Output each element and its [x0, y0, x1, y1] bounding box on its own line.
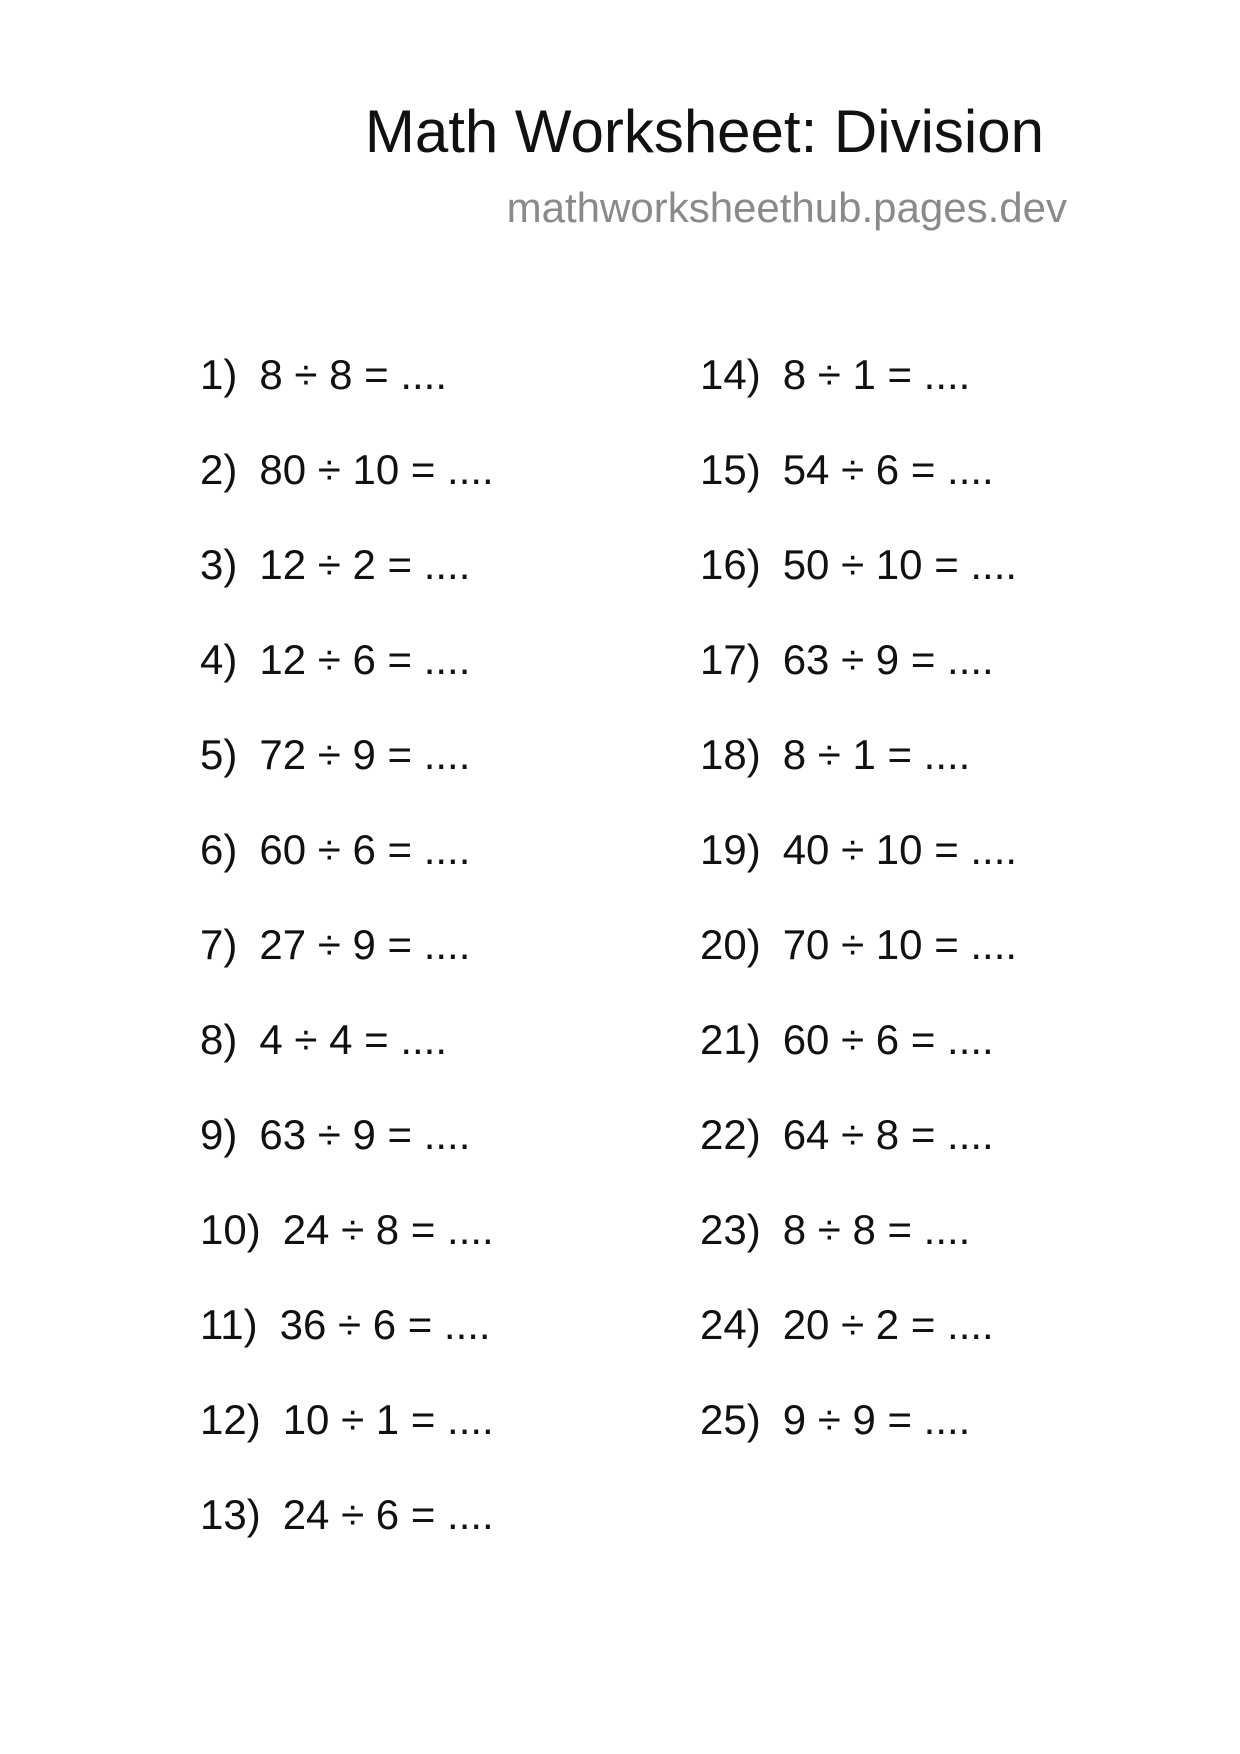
problem-number: 6): [200, 826, 238, 873]
problem-item: [200, 1206, 494, 1301]
problem-number: 1): [200, 351, 238, 398]
problem-number: 24): [700, 1301, 761, 1348]
problem-number: 7): [200, 921, 238, 968]
problem-column-left: [200, 351, 494, 1586]
problem-item: [700, 541, 1017, 636]
problem-number: 23): [700, 1206, 761, 1253]
problem-expression: 72 ÷ 9 = ....: [259, 731, 471, 778]
problem-number: 22): [700, 1111, 761, 1158]
problem-item: [200, 446, 494, 541]
problem-expression: 50 ÷ 10 = ....: [782, 541, 1018, 588]
problem-expression: 60 ÷ 6 = ....: [782, 1016, 994, 1063]
problem-expression: 8 ÷ 1 = ....: [782, 731, 971, 778]
problem-number: 2): [200, 446, 238, 493]
problem-expression: 8 ÷ 8 = ....: [782, 1206, 971, 1253]
problem-expression: 80 ÷ 10 = ....: [259, 446, 494, 493]
problem-expression: 40 ÷ 10 = ....: [782, 826, 1018, 873]
problem-item: [200, 1396, 494, 1491]
problem-expression: 24 ÷ 8 = ....: [282, 1206, 494, 1253]
problem-number: 5): [200, 731, 238, 778]
problem-expression: 12 ÷ 2 = ....: [259, 541, 471, 588]
problem-number: 9): [200, 1111, 238, 1158]
problem-item: [200, 1016, 494, 1111]
problem-number: 21): [700, 1016, 761, 1063]
problem-number: 16): [700, 541, 761, 588]
problem-number: 12): [200, 1396, 261, 1443]
problem-number: 3): [200, 541, 238, 588]
problem-expression: 27 ÷ 9 = ....: [259, 921, 471, 968]
problem-expression: 8 ÷ 8 = ....: [259, 351, 448, 398]
problem-number: 10): [200, 1206, 261, 1253]
page-title: Math Worksheet: Division: [364, 98, 1044, 165]
problem-number: 14): [700, 351, 761, 398]
site-url: mathworksheethub.pages.dev: [506, 184, 1067, 231]
problem-item: [700, 1206, 1017, 1301]
problem-expression: 70 ÷ 10 = ....: [782, 921, 1018, 968]
problem-item: [200, 731, 494, 826]
problem-item: [700, 1111, 1017, 1206]
problem-number: 8): [200, 1016, 238, 1063]
problem-expression: 60 ÷ 6 = ....: [259, 826, 471, 873]
problem-item: [200, 826, 494, 921]
problem-item: [200, 1301, 494, 1396]
problem-number: 18): [700, 731, 761, 778]
problem-expression: 12 ÷ 6 = ....: [259, 636, 471, 683]
problem-number: 15): [700, 446, 761, 493]
problem-expression: 63 ÷ 9 = ....: [782, 636, 994, 683]
problem-expression: 4 ÷ 4 = ....: [259, 1016, 448, 1063]
problem-expression: 24 ÷ 6 = ....: [282, 1491, 494, 1538]
problem-item: [700, 1301, 1017, 1396]
problem-expression: 36 ÷ 6 = ....: [279, 1301, 491, 1348]
problem-item: [700, 921, 1017, 1016]
problem-item: [200, 1491, 494, 1586]
problem-expression: 10 ÷ 1 = ....: [282, 1396, 494, 1443]
problem-column-right: [700, 351, 1017, 1491]
problem-number: 25): [700, 1396, 761, 1443]
problem-number: 19): [700, 826, 761, 873]
problem-expression: 63 ÷ 9 = ....: [259, 1111, 471, 1158]
problem-expression: 20 ÷ 2 = ....: [782, 1301, 994, 1348]
problem-expression: 54 ÷ 6 = ....: [782, 446, 994, 493]
problem-number: 20): [700, 921, 761, 968]
problem-number: 4): [200, 636, 238, 683]
problem-item: [700, 636, 1017, 731]
problem-item: [200, 1111, 494, 1206]
problem-item: [700, 731, 1017, 826]
problem-number: 13): [200, 1491, 261, 1538]
problem-item: [700, 1396, 1017, 1491]
problem-expression: 8 ÷ 1 = ....: [782, 351, 971, 398]
problem-number: 17): [700, 636, 761, 683]
problem-item: [200, 921, 494, 1016]
problem-item: [700, 446, 1017, 541]
problem-item: [200, 541, 494, 636]
problem-expression: 9 ÷ 9 = ....: [782, 1396, 971, 1443]
problem-item: [200, 351, 494, 446]
problem-item: [700, 1016, 1017, 1111]
problem-expression: 64 ÷ 8 = ....: [782, 1111, 994, 1158]
problem-item: [700, 351, 1017, 446]
problem-number: 11): [200, 1301, 258, 1348]
problem-item: [700, 826, 1017, 921]
problem-item: [200, 636, 494, 731]
